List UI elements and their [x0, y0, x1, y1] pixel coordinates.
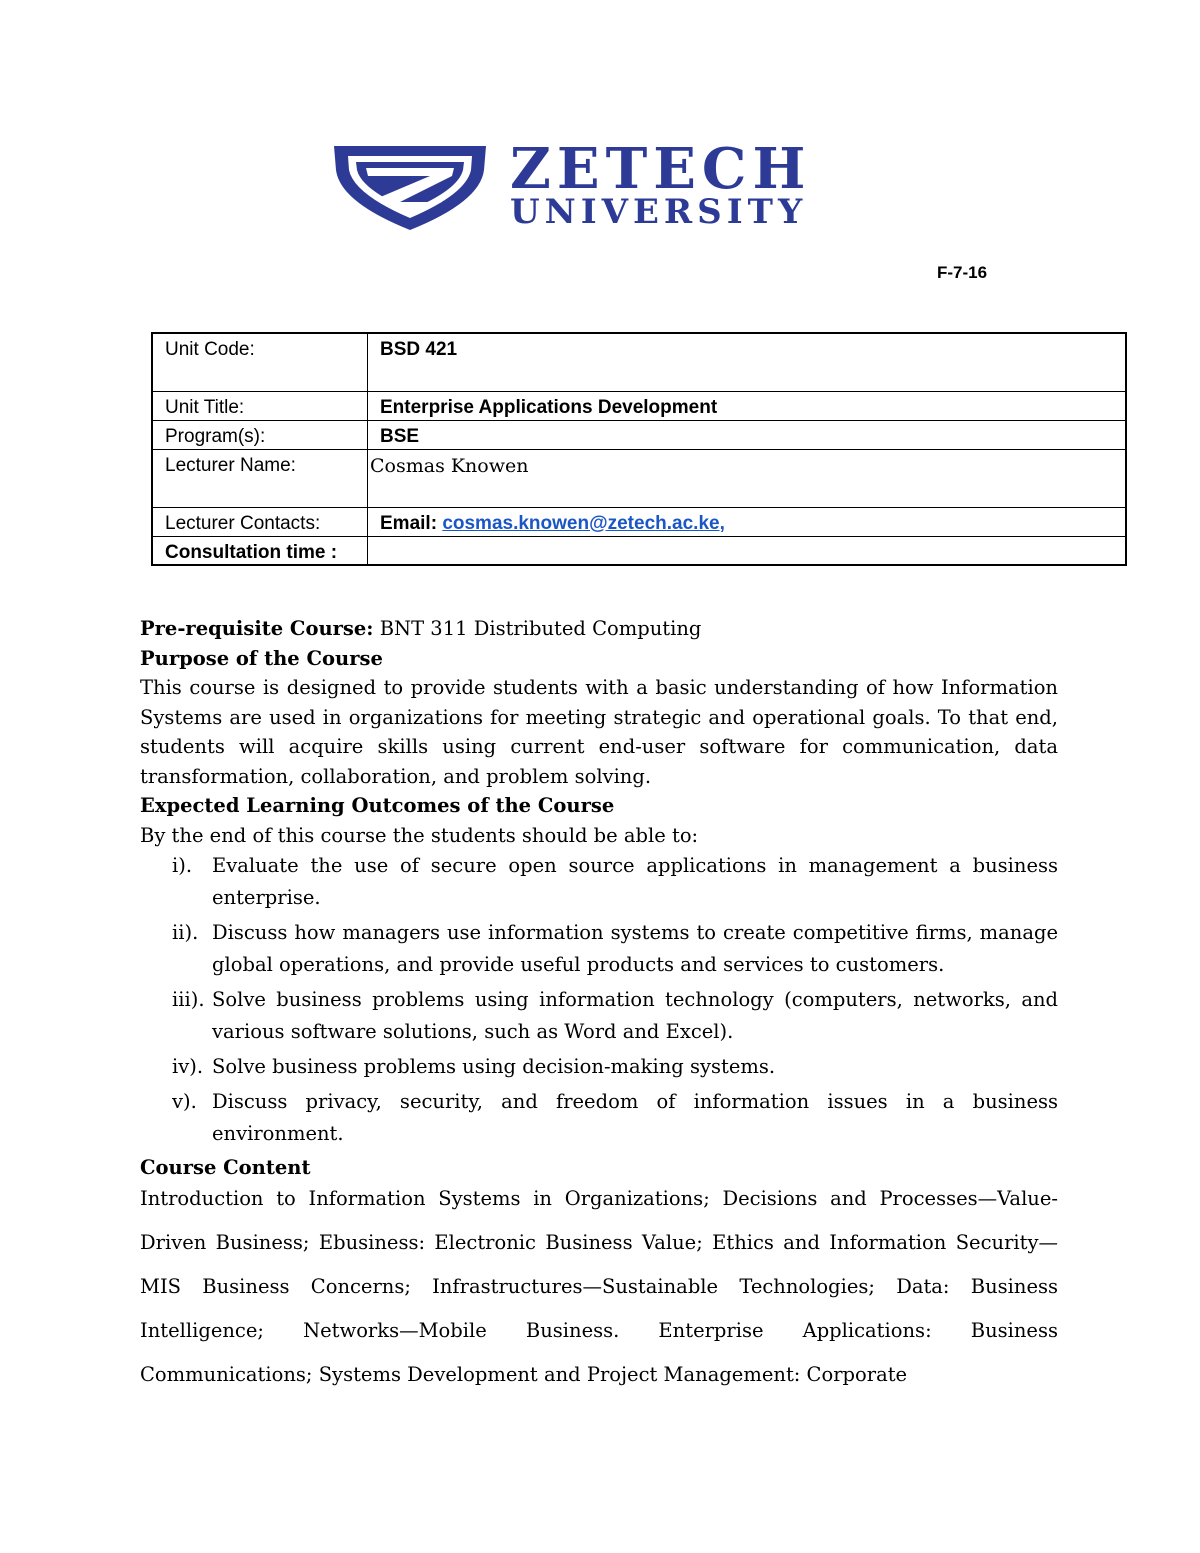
unit-code-label: Unit Code: — [152, 333, 368, 391]
purpose-text: This course is designed to provide students with a basic understanding of how Information Systems are used in organizations for meeting strategic and operational goals. To that end, students will acquire skills using current end-user software for communication, data transformation, collaboration, and problem solving. — [140, 676, 1058, 788]
list-item-number: iii). — [172, 988, 205, 1011]
prerequisite-value: BNT 311 Distributed Computing — [379, 617, 702, 640]
email-link[interactable]: cosmas.knowen@zetech.ac.ke, — [442, 512, 725, 534]
list-item-text: Evaluate the use of secure open source applications in management a business enterprise. — [212, 854, 1058, 909]
course-content-text: Introduction to Information Systems in Organizations; Decisions and Processes—Value-Driven Business; Ebusiness: Electronic Business Value; Ethics and Information Security—MIS Business Concerns; Infrastructures—Sustainable Technologies; Data: Business Intelligence; Networks—Mobile Business. Enterprise Applications: Business Communications; Systems Development and Project Management: Corporate — [140, 1186, 1058, 1386]
email-prefix: Email: — [380, 512, 438, 534]
table-row — [152, 507, 1126, 536]
logo-wordmark-zetech: ZETECH — [510, 136, 812, 202]
program-label: Program(s): — [152, 420, 368, 449]
list-item-number: ii). — [172, 921, 199, 944]
course-outline-body — [140, 614, 1058, 1397]
form-code: F-7-16 — [937, 263, 988, 282]
lecturer-contacts-value — [368, 507, 1127, 536]
lecturer-contacts-label: Lecturer Contacts: — [152, 507, 368, 536]
lecturer-name-value: Cosmas Knowen — [368, 449, 1127, 507]
list-item-text: Solve business problems using decision-making systems. — [212, 1055, 776, 1078]
list-item-text: Solve business problems using information technology (computers, networks, and various software solutions, such as Word and Excel). — [212, 988, 1058, 1043]
consultation-time-label: Consultation time : — [152, 536, 368, 565]
course-content-heading: Course Content — [140, 1156, 311, 1179]
consultation-time-value — [368, 536, 1127, 565]
logo-wordmark-university: UNIVERSITY — [510, 192, 808, 232]
list-item — [140, 917, 1058, 981]
unit-title-label: Unit Title: — [152, 391, 368, 420]
outcomes-heading: Expected Learning Outcomes of the Course — [140, 794, 615, 817]
purpose-heading: Purpose of the Course — [140, 646, 383, 670]
list-item-number: iv). — [172, 1055, 204, 1078]
university-logo — [330, 136, 890, 232]
lecturer-name-label: Lecturer Name: — [152, 449, 368, 507]
unit-title-value: Enterprise Applications Development — [368, 391, 1127, 420]
prerequisite-label: Pre-requisite Course: — [140, 617, 374, 640]
list-item-number: i). — [172, 854, 193, 877]
program-value: BSE — [368, 420, 1127, 449]
table-row — [152, 333, 1126, 391]
outcomes-intro: By the end of this course the students should be able to: — [140, 823, 699, 847]
course-info-table — [151, 332, 1127, 566]
outcomes-list — [140, 850, 1058, 1150]
unit-code-value: BSD 421 — [368, 333, 1127, 391]
table-row — [152, 449, 1126, 507]
shield-logo-icon — [330, 140, 490, 232]
list-item-number: v). — [172, 1090, 197, 1113]
list-item — [140, 1086, 1058, 1150]
list-item-text: Discuss privacy, security, and freedom of information issues in a business environment. — [212, 1090, 1058, 1145]
list-item — [140, 850, 1058, 914]
list-item — [140, 1051, 1058, 1083]
list-item — [140, 984, 1058, 1048]
table-row — [152, 420, 1126, 449]
table-row — [152, 391, 1126, 420]
table-row — [152, 536, 1126, 565]
prerequisite-line — [140, 614, 1058, 644]
list-item-text: Discuss how managers use information systems to create competitive firms, manage global operations, and provide useful products and services to customers. — [212, 921, 1058, 976]
